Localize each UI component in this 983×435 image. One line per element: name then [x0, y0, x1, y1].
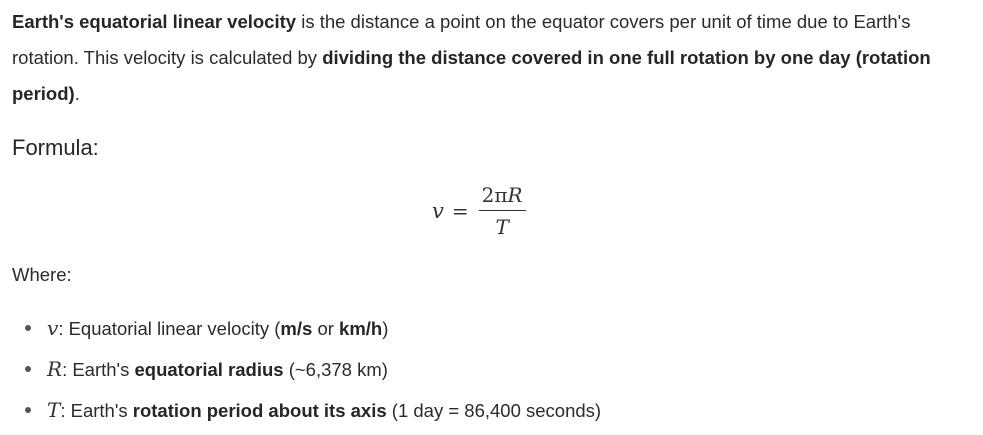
bullet-icon	[25, 407, 31, 413]
bullet-icon	[25, 366, 31, 372]
formula-numerator	[479, 182, 526, 211]
definition-bold: equatorial radius	[134, 359, 284, 380]
definition-text: )	[382, 318, 389, 339]
definition-text: : Earth's	[62, 359, 135, 380]
definitions-list	[12, 312, 601, 435]
definition-text: : Equatorial linear velocity (	[58, 318, 281, 339]
definition-text: or	[312, 318, 340, 339]
intro-term: Earth's equatorial linear velocity	[12, 11, 297, 32]
definition-symbol: v	[47, 316, 59, 340]
formula-heading: Formula:	[12, 135, 99, 160]
definition-text: : Earth's	[60, 400, 133, 421]
velocity-formula	[432, 180, 526, 242]
where-label: Where:	[12, 264, 72, 285]
definition-symbol: R	[47, 357, 63, 381]
definition-text: (~6,378 km)	[283, 359, 388, 380]
intro-text-2: .	[74, 83, 80, 104]
definition-bold: rotation period about its axis	[132, 400, 387, 421]
formula-lhs: v	[432, 199, 444, 223]
intro-text-1: is the distance a point on the equator covers per unit of time due to Earth's rotation. This velocity is calculated by	[12, 11, 911, 68]
denominator-variable: T	[495, 214, 509, 239]
numerator-variable: R	[507, 182, 523, 207]
formula-fraction	[479, 182, 526, 241]
definition-text: (1 day = 86,400 seconds)	[386, 400, 602, 421]
bullet-icon	[25, 325, 31, 331]
intro-paragraph	[12, 4, 957, 112]
definition-unit: km/h	[339, 318, 383, 339]
formula-equals: =	[451, 199, 469, 223]
definition-symbol: T	[47, 398, 61, 422]
intro-bold-phrase: dividing the distance covered in one full rotation by one day (rotation period)	[12, 47, 931, 104]
definition-unit: m/s	[280, 318, 313, 339]
definition-item-radius	[12, 353, 601, 394]
definition-item-velocity	[12, 312, 601, 353]
definition-item-period	[12, 394, 601, 435]
formula-denominator	[495, 211, 508, 241]
numerator-coefficient: 2π	[481, 182, 508, 207]
